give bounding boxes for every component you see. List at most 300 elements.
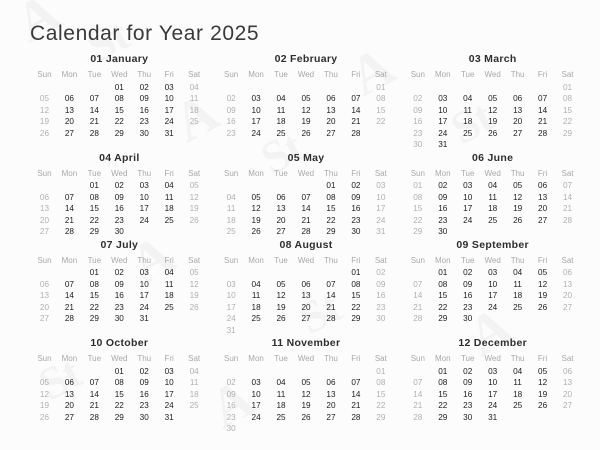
day-cell[interactable]: 13 — [538, 192, 548, 202]
day-cell[interactable]: 22 — [562, 117, 573, 127]
day-cell[interactable]: 28 — [351, 412, 361, 422]
day-cell[interactable]: 26 — [251, 227, 261, 237]
day-cell[interactable]: 27 — [326, 128, 336, 138]
day-cell[interactable]: 09 — [413, 105, 423, 115]
day-cell[interactable]: 30 — [463, 412, 473, 422]
day-cell[interactable]: 15 — [89, 204, 99, 214]
day-cell[interactable]: 21 — [64, 302, 74, 312]
day-cell[interactable]: 29 — [562, 128, 573, 138]
day-cell[interactable]: 14 — [562, 192, 573, 202]
day-cell[interactable]: 19 — [39, 401, 50, 411]
day-cell[interactable]: 07 — [562, 181, 573, 191]
day-cell[interactable]: 03 — [376, 181, 386, 191]
day-cell[interactable]: 28 — [64, 314, 74, 324]
day-cell[interactable]: 17 — [463, 204, 473, 214]
day-cell[interactable]: 03 — [488, 268, 498, 278]
day-cell[interactable]: 29 — [376, 412, 386, 422]
day-cell[interactable]: 02 — [351, 181, 361, 191]
day-cell[interactable]: 13 — [326, 105, 336, 115]
day-cell[interactable]: 02 — [413, 94, 423, 104]
day-cell[interactable]: 02 — [226, 378, 236, 388]
day-cell[interactable]: 24 — [438, 128, 448, 138]
day-cell[interactable]: 08 — [562, 94, 573, 104]
day-cell[interactable]: 01 — [438, 268, 448, 278]
day-cell[interactable]: 11 — [488, 192, 497, 202]
day-cell[interactable]: 23 — [463, 302, 473, 312]
day-cell[interactable]: 07 — [64, 192, 74, 202]
day-cell[interactable]: 25 — [189, 117, 199, 127]
day-cell[interactable]: 15 — [326, 204, 336, 214]
day-cell[interactable]: 15 — [89, 291, 99, 301]
day-cell[interactable]: 21 — [64, 215, 74, 225]
day-cell[interactable]: 15 — [438, 389, 448, 399]
day-cell[interactable]: 27 — [39, 227, 50, 237]
day-cell[interactable]: 04 — [276, 94, 286, 104]
day-cell[interactable]: 31 — [164, 412, 174, 422]
day-cell[interactable]: 31 — [226, 325, 236, 335]
day-cell[interactable]: 16 — [114, 291, 124, 301]
day-cell[interactable]: 21 — [89, 117, 99, 127]
day-cell[interactable]: 01 — [89, 268, 99, 278]
day-cell[interactable]: 16 — [114, 204, 124, 214]
day-cell[interactable]: 23 — [114, 215, 124, 225]
day-cell[interactable]: 16 — [226, 401, 236, 411]
day-cell[interactable]: 02 — [114, 268, 124, 278]
day-cell[interactable]: 18 — [276, 401, 286, 411]
day-cell[interactable]: 14 — [413, 389, 423, 399]
day-cell[interactable]: 23 — [463, 401, 473, 411]
day-cell[interactable]: 24 — [488, 302, 498, 312]
day-cell[interactable]: 23 — [351, 215, 361, 225]
day-cell[interactable]: 09 — [114, 192, 124, 202]
day-cell[interactable]: 19 — [513, 204, 523, 214]
day-cell[interactable]: 07 — [89, 94, 99, 104]
day-cell[interactable]: 05 — [538, 366, 548, 376]
day-cell[interactable]: 15 — [562, 105, 573, 115]
day-cell[interactable]: 30 — [463, 314, 473, 324]
day-cell[interactable]: 01 — [376, 82, 386, 92]
day-cell[interactable]: 19 — [251, 215, 261, 225]
day-cell[interactable]: 16 — [376, 291, 386, 301]
day-cell[interactable]: 18 — [189, 389, 199, 399]
day-cell[interactable]: 01 — [326, 181, 336, 191]
day-cell[interactable]: 25 — [226, 227, 236, 237]
day-cell[interactable]: 11 — [164, 279, 174, 289]
day-cell[interactable]: 15 — [114, 105, 124, 115]
day-cell[interactable]: 03 — [463, 181, 473, 191]
day-cell[interactable]: 13 — [39, 204, 50, 214]
day-cell[interactable]: 27 — [39, 314, 50, 324]
day-cell[interactable]: 14 — [538, 105, 548, 115]
day-cell[interactable]: 24 — [164, 401, 174, 411]
day-cell[interactable]: 12 — [39, 389, 50, 399]
day-cell[interactable]: 11 — [226, 204, 236, 214]
day-cell[interactable]: 04 — [164, 181, 174, 191]
day-cell[interactable]: 27 — [64, 128, 74, 138]
day-cell[interactable]: 15 — [376, 105, 386, 115]
day-cell[interactable]: 31 — [488, 412, 498, 422]
day-cell[interactable]: 26 — [276, 314, 286, 324]
day-cell[interactable]: 07 — [326, 279, 336, 289]
day-cell[interactable]: 29 — [413, 227, 423, 237]
day-cell[interactable]: 01 — [438, 366, 448, 376]
day-cell[interactable]: 18 — [164, 291, 174, 301]
day-cell[interactable]: 15 — [114, 389, 124, 399]
day-cell[interactable]: 28 — [538, 128, 548, 138]
day-cell[interactable]: 30 — [351, 227, 361, 237]
day-cell[interactable]: 10 — [164, 378, 174, 388]
day-cell[interactable]: 12 — [189, 279, 199, 289]
day-cell[interactable]: 07 — [301, 192, 311, 202]
day-cell[interactable]: 09 — [226, 389, 236, 399]
day-cell[interactable]: 24 — [251, 412, 261, 422]
day-cell[interactable]: 17 — [376, 204, 386, 214]
day-cell[interactable]: 07 — [64, 279, 74, 289]
day-cell[interactable]: 21 — [413, 302, 423, 312]
day-cell[interactable]: 09 — [376, 279, 386, 289]
day-cell[interactable]: 21 — [351, 401, 361, 411]
day-cell[interactable]: 01 — [413, 181, 423, 191]
day-cell[interactable]: 02 — [438, 181, 448, 191]
day-cell[interactable]: 06 — [301, 279, 311, 289]
day-cell[interactable]: 12 — [301, 389, 311, 399]
day-cell[interactable]: 19 — [301, 401, 311, 411]
day-cell[interactable]: 12 — [488, 105, 498, 115]
day-cell[interactable]: 18 — [226, 215, 236, 225]
day-cell[interactable]: 12 — [251, 204, 261, 214]
day-cell[interactable]: 02 — [226, 94, 236, 104]
day-cell[interactable]: 24 — [164, 117, 174, 127]
day-cell[interactable]: 03 — [251, 94, 261, 104]
day-cell[interactable]: 20 — [64, 117, 74, 127]
day-cell[interactable]: 29 — [114, 128, 124, 138]
day-cell[interactable]: 02 — [463, 268, 473, 278]
day-cell[interactable]: 25 — [189, 401, 199, 411]
day-cell[interactable]: 27 — [326, 412, 336, 422]
day-cell[interactable]: 12 — [189, 192, 199, 202]
day-cell[interactable]: 27 — [562, 302, 573, 312]
day-cell[interactable]: 22 — [376, 117, 386, 127]
day-cell[interactable]: 23 — [226, 412, 236, 422]
day-cell[interactable]: 20 — [39, 215, 50, 225]
day-cell[interactable]: 09 — [226, 105, 236, 115]
day-cell[interactable]: 27 — [513, 128, 523, 138]
day-cell[interactable]: 22 — [413, 215, 423, 225]
day-cell[interactable]: 26 — [301, 128, 311, 138]
day-cell[interactable]: 09 — [139, 378, 149, 388]
day-cell[interactable]: 26 — [538, 302, 548, 312]
day-cell[interactable]: 22 — [438, 302, 448, 312]
day-cell[interactable]: 14 — [64, 291, 74, 301]
day-cell[interactable]: 11 — [276, 105, 286, 115]
day-cell[interactable]: 31 — [139, 314, 149, 324]
day-cell[interactable]: 25 — [463, 128, 473, 138]
day-cell[interactable]: 18 — [513, 291, 523, 301]
day-cell[interactable]: 05 — [189, 181, 199, 191]
day-cell[interactable]: 21 — [413, 401, 423, 411]
day-cell[interactable]: 29 — [438, 314, 448, 324]
day-cell[interactable]: 24 — [139, 215, 149, 225]
day-cell[interactable]: 14 — [351, 105, 361, 115]
day-cell[interactable]: 26 — [538, 401, 548, 411]
day-cell[interactable]: 27 — [64, 412, 74, 422]
day-cell[interactable]: 16 — [438, 204, 448, 214]
day-cell[interactable]: 04 — [513, 366, 523, 376]
day-cell[interactable]: 21 — [89, 401, 99, 411]
day-cell[interactable]: 08 — [326, 192, 336, 202]
day-cell[interactable]: 09 — [463, 378, 473, 388]
day-cell[interactable]: 20 — [301, 302, 311, 312]
day-cell[interactable]: 08 — [413, 192, 423, 202]
day-cell[interactable]: 05 — [538, 268, 548, 278]
day-cell[interactable]: 17 — [139, 204, 149, 214]
day-cell[interactable]: 13 — [64, 389, 74, 399]
day-cell[interactable]: 24 — [139, 302, 149, 312]
day-cell[interactable]: 17 — [164, 389, 174, 399]
day-cell[interactable]: 11 — [164, 192, 174, 202]
day-cell[interactable]: 20 — [276, 215, 286, 225]
day-cell[interactable]: 23 — [139, 117, 149, 127]
day-cell[interactable]: 30 — [139, 128, 149, 138]
day-cell[interactable]: 11 — [513, 378, 522, 388]
day-cell[interactable]: 29 — [114, 412, 124, 422]
day-cell[interactable]: 01 — [89, 181, 99, 191]
day-cell[interactable]: 08 — [438, 279, 448, 289]
day-cell[interactable]: 13 — [562, 279, 573, 289]
day-cell[interactable]: 18 — [513, 389, 523, 399]
day-cell[interactable]: 06 — [562, 268, 573, 278]
day-cell[interactable]: 07 — [351, 378, 361, 388]
day-cell[interactable]: 08 — [89, 192, 99, 202]
day-cell[interactable]: 16 — [226, 117, 236, 127]
day-cell[interactable]: 10 — [438, 105, 448, 115]
day-cell[interactable]: 15 — [413, 204, 423, 214]
day-cell[interactable]: 06 — [326, 94, 336, 104]
day-cell[interactable]: 04 — [251, 279, 261, 289]
day-cell[interactable]: 15 — [438, 291, 448, 301]
day-cell[interactable]: 26 — [189, 302, 199, 312]
day-cell[interactable]: 31 — [376, 227, 386, 237]
day-cell[interactable]: 05 — [488, 94, 498, 104]
day-cell[interactable]: 30 — [438, 227, 448, 237]
day-cell[interactable]: 01 — [351, 268, 361, 278]
day-cell[interactable]: 23 — [114, 302, 124, 312]
day-cell[interactable]: 04 — [276, 378, 286, 388]
day-cell[interactable]: 03 — [438, 94, 448, 104]
day-cell[interactable]: 06 — [326, 378, 336, 388]
day-cell[interactable]: 06 — [562, 366, 573, 376]
day-cell[interactable]: 03 — [164, 366, 174, 376]
day-cell[interactable]: 22 — [114, 117, 124, 127]
day-cell[interactable]: 20 — [538, 204, 548, 214]
day-cell[interactable]: 26 — [39, 128, 50, 138]
day-cell[interactable]: 27 — [538, 215, 548, 225]
day-cell[interactable]: 31 — [164, 128, 174, 138]
day-cell[interactable]: 30 — [226, 424, 236, 434]
day-cell[interactable]: 04 — [226, 192, 236, 202]
day-cell[interactable]: 19 — [276, 302, 286, 312]
day-cell[interactable]: 30 — [114, 227, 124, 237]
day-cell[interactable]: 08 — [438, 378, 448, 388]
day-cell[interactable]: 02 — [114, 181, 124, 191]
day-cell[interactable]: 25 — [488, 215, 498, 225]
day-cell[interactable]: 25 — [513, 302, 523, 312]
day-cell[interactable]: 13 — [562, 378, 573, 388]
day-cell[interactable]: 16 — [463, 291, 473, 301]
day-cell[interactable]: 17 — [251, 401, 261, 411]
day-cell[interactable]: 02 — [139, 366, 149, 376]
day-cell[interactable]: 18 — [189, 105, 199, 115]
day-cell[interactable]: 19 — [538, 389, 548, 399]
day-cell[interactable]: 21 — [538, 117, 548, 127]
day-cell[interactable]: 05 — [513, 181, 523, 191]
day-cell[interactable]: 25 — [513, 401, 523, 411]
day-cell[interactable]: 09 — [139, 94, 149, 104]
day-cell[interactable]: 12 — [276, 291, 286, 301]
day-cell[interactable]: 20 — [562, 389, 573, 399]
day-cell[interactable]: 13 — [64, 105, 74, 115]
day-cell[interactable]: 15 — [376, 389, 386, 399]
day-cell[interactable]: 22 — [326, 215, 336, 225]
day-cell[interactable]: 16 — [139, 389, 149, 399]
day-cell[interactable]: 21 — [562, 204, 573, 214]
day-cell[interactable]: 17 — [488, 291, 498, 301]
day-cell[interactable]: 28 — [413, 314, 423, 324]
day-cell[interactable]: 22 — [89, 302, 99, 312]
day-cell[interactable]: 04 — [189, 82, 199, 92]
day-cell[interactable]: 09 — [463, 279, 473, 289]
day-cell[interactable]: 28 — [326, 314, 336, 324]
day-cell[interactable]: 13 — [301, 291, 311, 301]
day-cell[interactable]: 20 — [39, 302, 50, 312]
day-cell[interactable]: 01 — [114, 366, 124, 376]
day-cell[interactable]: 21 — [351, 117, 361, 127]
day-cell[interactable]: 22 — [89, 215, 99, 225]
day-cell[interactable]: 10 — [139, 279, 149, 289]
day-cell[interactable]: 20 — [326, 401, 336, 411]
day-cell[interactable]: 19 — [301, 117, 311, 127]
day-cell[interactable]: 20 — [513, 117, 523, 127]
day-cell[interactable]: 16 — [139, 105, 149, 115]
day-cell[interactable]: 19 — [189, 291, 199, 301]
day-cell[interactable]: 17 — [164, 105, 174, 115]
day-cell[interactable]: 04 — [189, 366, 199, 376]
day-cell[interactable]: 10 — [463, 192, 473, 202]
day-cell[interactable]: 23 — [413, 128, 423, 138]
day-cell[interactable]: 08 — [376, 378, 386, 388]
day-cell[interactable]: 07 — [413, 378, 423, 388]
day-cell[interactable]: 28 — [64, 227, 74, 237]
day-cell[interactable]: 15 — [351, 291, 361, 301]
day-cell[interactable]: 03 — [139, 268, 149, 278]
day-cell[interactable]: 13 — [326, 389, 336, 399]
day-cell[interactable]: 06 — [538, 181, 548, 191]
day-cell[interactable]: 18 — [463, 117, 473, 127]
day-cell[interactable]: 26 — [513, 215, 523, 225]
day-cell[interactable]: 05 — [39, 94, 50, 104]
day-cell[interactable]: 12 — [301, 105, 311, 115]
day-cell[interactable]: 28 — [351, 128, 361, 138]
day-cell[interactable]: 17 — [488, 389, 498, 399]
day-cell[interactable]: 07 — [413, 279, 423, 289]
day-cell[interactable]: 25 — [276, 412, 286, 422]
day-cell[interactable]: 07 — [351, 94, 361, 104]
day-cell[interactable]: 13 — [513, 105, 523, 115]
day-cell[interactable]: 24 — [488, 401, 498, 411]
day-cell[interactable]: 11 — [189, 378, 199, 388]
day-cell[interactable]: 29 — [351, 314, 361, 324]
day-cell[interactable]: 28 — [89, 128, 99, 138]
day-cell[interactable]: 23 — [226, 128, 236, 138]
day-cell[interactable]: 06 — [276, 192, 286, 202]
day-cell[interactable]: 14 — [89, 389, 99, 399]
day-cell[interactable]: 22 — [114, 401, 124, 411]
day-cell[interactable]: 07 — [89, 378, 99, 388]
day-cell[interactable]: 05 — [189, 268, 199, 278]
day-cell[interactable]: 01 — [562, 82, 573, 92]
day-cell[interactable]: 26 — [301, 412, 311, 422]
day-cell[interactable]: 29 — [89, 227, 99, 237]
day-cell[interactable]: 18 — [251, 302, 261, 312]
day-cell[interactable]: 12 — [538, 378, 548, 388]
day-cell[interactable]: 02 — [463, 366, 473, 376]
day-cell[interactable]: 28 — [413, 412, 423, 422]
day-cell[interactable]: 08 — [114, 94, 124, 104]
day-cell[interactable]: 24 — [226, 314, 236, 324]
day-cell[interactable]: 10 — [251, 105, 261, 115]
day-cell[interactable]: 28 — [562, 215, 573, 225]
day-cell[interactable]: 14 — [89, 105, 99, 115]
day-cell[interactable]: 21 — [326, 302, 336, 312]
day-cell[interactable]: 22 — [351, 302, 361, 312]
day-cell[interactable]: 01 — [376, 366, 386, 376]
day-cell[interactable]: 01 — [114, 82, 124, 92]
day-cell[interactable]: 18 — [276, 117, 286, 127]
day-cell[interactable]: 13 — [276, 204, 286, 214]
day-cell[interactable]: 06 — [64, 94, 74, 104]
day-cell[interactable]: 30 — [139, 412, 149, 422]
day-cell[interactable]: 05 — [301, 378, 311, 388]
day-cell[interactable]: 03 — [164, 82, 174, 92]
day-cell[interactable]: 10 — [164, 94, 174, 104]
day-cell[interactable]: 04 — [164, 268, 174, 278]
day-cell[interactable]: 19 — [488, 117, 498, 127]
day-cell[interactable]: 05 — [276, 279, 286, 289]
day-cell[interactable]: 26 — [488, 128, 498, 138]
day-cell[interactable]: 11 — [189, 94, 199, 104]
day-cell[interactable]: 27 — [562, 401, 573, 411]
day-cell[interactable]: 10 — [488, 279, 498, 289]
day-cell[interactable]: 23 — [376, 302, 386, 312]
day-cell[interactable]: 03 — [488, 366, 498, 376]
day-cell[interactable]: 14 — [351, 389, 361, 399]
day-cell[interactable]: 17 — [139, 291, 149, 301]
day-cell[interactable]: 25 — [276, 128, 286, 138]
day-cell[interactable]: 28 — [89, 412, 99, 422]
day-cell[interactable]: 12 — [39, 105, 50, 115]
day-cell[interactable]: 25 — [164, 215, 174, 225]
day-cell[interactable]: 14 — [64, 204, 74, 214]
day-cell[interactable]: 16 — [351, 204, 361, 214]
day-cell[interactable]: 25 — [251, 314, 261, 324]
day-cell[interactable]: 04 — [513, 268, 523, 278]
day-cell[interactable]: 18 — [488, 204, 498, 214]
day-cell[interactable]: 10 — [251, 389, 261, 399]
day-cell[interactable]: 24 — [251, 128, 261, 138]
day-cell[interactable]: 30 — [376, 314, 386, 324]
day-cell[interactable]: 13 — [39, 291, 50, 301]
day-cell[interactable]: 06 — [513, 94, 523, 104]
